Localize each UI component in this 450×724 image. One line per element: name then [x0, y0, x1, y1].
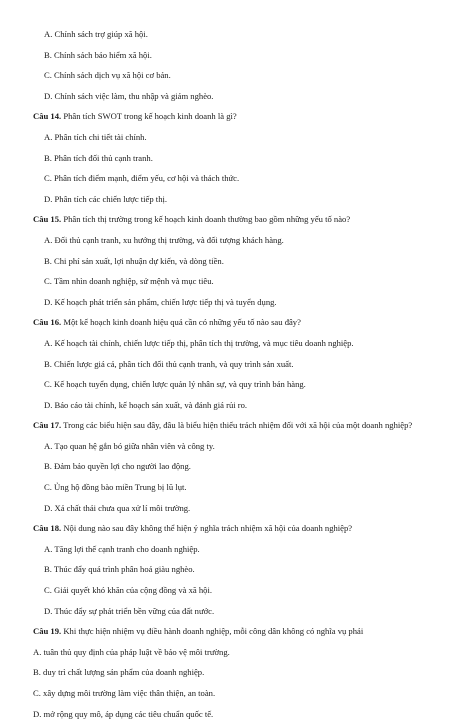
- question-text: Nội dung nào sau đây không thể hiện ý nghĩa trách nhiệm xã hội của doanh nghiệp?: [61, 523, 353, 534]
- question-number: Câu 15.: [33, 214, 62, 225]
- question-stem: [0, 415, 450, 436]
- answer-option: A. Chính sách trợ giúp xã hội.: [44, 29, 148, 39]
- answer-option: B. Chiến lược giá cả, phân tích đối thủ cạnh tranh, và quy trình sản xuất.: [44, 358, 294, 369]
- question-text: Một kế hoạch kinh doanh hiệu quả cần có những yếu tố nào sau đây?: [61, 317, 301, 328]
- answer-option: A. Phân tích chi tiết tài chính.: [44, 131, 147, 142]
- answer-option: D. Phân tích các chiến lược tiếp thị.: [44, 193, 168, 204]
- question-number: Câu 18.: [33, 523, 62, 534]
- answer-option: A. Tăng lợi thế cạnh tranh cho doanh nghiệp.: [44, 543, 200, 554]
- answer-option: C. Chính sách dịch vụ xã hội cơ bản.: [44, 70, 171, 81]
- question-stem: [0, 106, 450, 127]
- answer-option: D. mở rộng quy mô, áp dụng các tiêu chuẩn quốc tế.: [33, 708, 214, 719]
- answer-option: C. Phân tích điểm mạnh, điểm yếu, cơ hội và thách thức.: [44, 173, 240, 184]
- answer-option: B. Chi phí sản xuất, lợi nhuận dự kiến, và dòng tiền.: [44, 255, 224, 266]
- answer-option: B. duy trì chất lượng sản phẩm của doanh nghiệp.: [33, 667, 205, 678]
- question-number: Câu 19.: [33, 626, 62, 637]
- question-number: Câu 16.: [33, 317, 62, 328]
- question-number: Câu 14.: [33, 111, 62, 122]
- answer-option: C. Kế hoạch tuyển dụng, chiến lược quản lý nhân sự, và quy trình bán hàng.: [44, 379, 306, 390]
- answer-option: B. Thúc đẩy quá trình phân hoá giàu nghèo.: [44, 564, 195, 575]
- answer-option: B. Phân tích đối thủ cạnh tranh.: [44, 152, 153, 163]
- question-text: Trong các biểu hiện sau đây, đâu là biểu hiện thiếu trách nhiệm đối với xã hội của một doanh nghiệp?: [61, 420, 413, 431]
- answer-option: A. tuân thủ quy định của pháp luật về bảo vệ môi trường.: [33, 646, 230, 657]
- answer-option: B. Đảm bảo quyền lợi cho người lao động.: [44, 461, 191, 472]
- question-stem: [0, 209, 450, 230]
- question-stem: [0, 312, 450, 333]
- answer-option: C. Giải quyết khó khăn của cộng đồng và xã hội.: [44, 585, 213, 596]
- answer-option: C. Tầm nhìn doanh nghiệp, sứ mệnh và mục tiêu.: [44, 276, 214, 287]
- question-text: Phân tích thị trường trong kế hoạch kinh doanh thường bao gồm những yếu tố nào?: [61, 214, 351, 225]
- answer-option: D. Xả chất thải chưa qua xử lí môi trường.: [44, 502, 191, 513]
- answer-option: A. Đối thủ cạnh tranh, xu hướng thị trường, và đối tượng khách hàng.: [44, 234, 284, 245]
- question-text: Khi thực hiện nhiệm vụ điều hành doanh nghiệp, mỗi công dân không có nghĩa vụ phải: [61, 626, 364, 637]
- answer-option: D. Chính sách việc làm, thu nhập và giảm nghèo.: [44, 90, 214, 101]
- question-stem: [0, 518, 450, 539]
- answer-option: A. Tạo quan hệ gắn bó giữa nhân viên và công ty.: [44, 440, 215, 451]
- answer-option: D. Báo cáo tài chính, kế hoạch sản xuất, và đánh giá rủi ro.: [44, 399, 248, 410]
- answer-option: D. Kế hoạch phát triển sản phẩm, chiến lược tiếp thị và tuyển dụng.: [44, 296, 277, 307]
- answer-option: C. Ủng hộ đồng bào miền Trung bị lũ lụt.: [44, 482, 187, 493]
- question-text: Phân tích SWOT trong kế hoạch kinh doanh là gì?: [61, 111, 237, 122]
- question-stem: [0, 621, 450, 642]
- question-number: Câu 17.: [33, 420, 62, 431]
- answer-option: A. Kế hoạch tài chính, chiến lược tiếp thị, phân tích thị trường, và mục tiêu doanh nghiệp.: [44, 337, 354, 348]
- answer-option: D. Thúc đẩy sự phát triển bền vững của đất nước.: [44, 605, 215, 616]
- answer-option: C. xây dựng môi trường làm việc thân thiện, an toàn.: [33, 688, 216, 698]
- answer-option: B. Chính sách bảo hiểm xã hội.: [44, 49, 152, 60]
